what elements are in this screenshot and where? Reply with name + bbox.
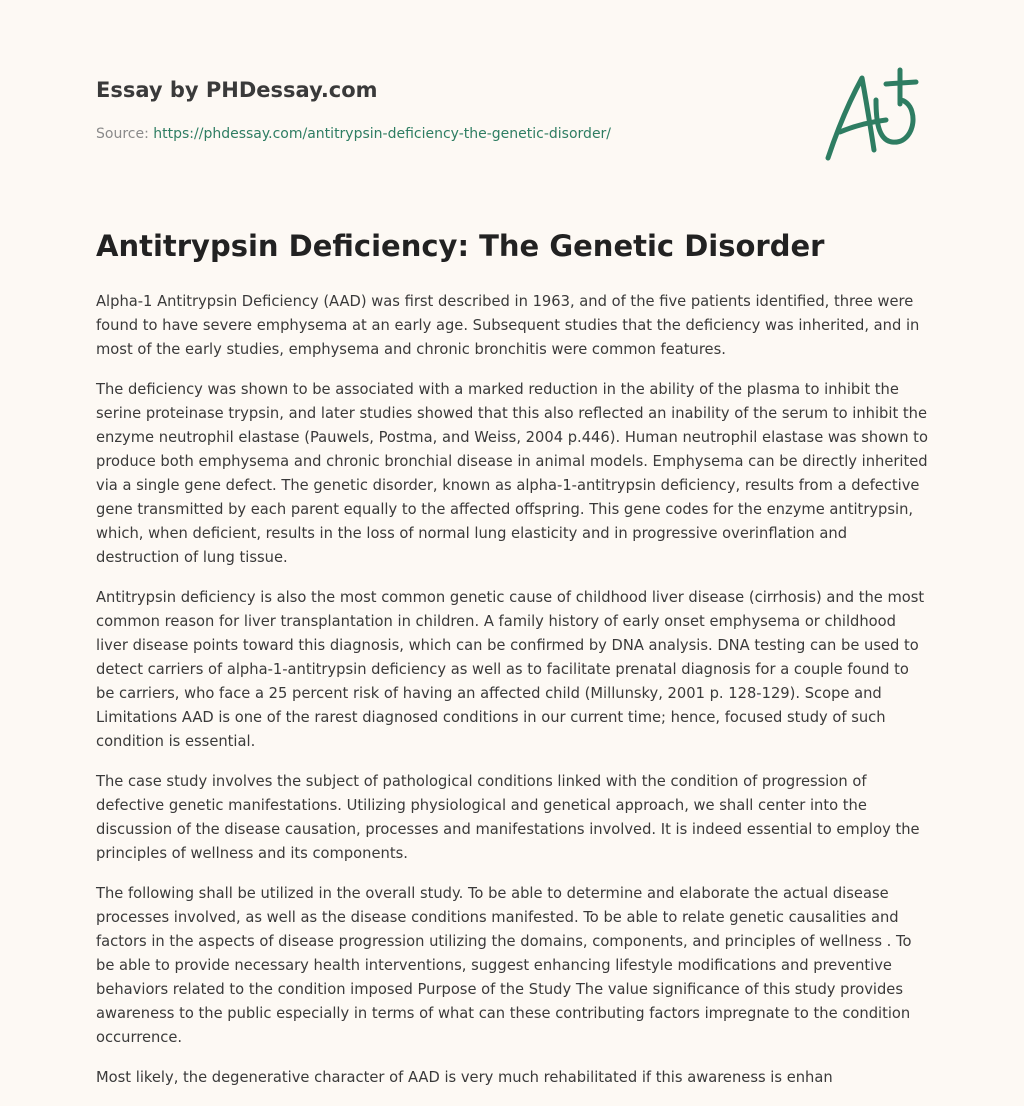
essay-header — [96, 76, 796, 144]
essay-paragraph: Alpha-1 Antitrypsin Deficiency (AAD) was first described in 1963, and of the five patients identified, three were found to have severe emphysema at an early age. Subsequent studies that the deficiency was inherited, and in most of the early studies, emphysema and chronic bronchitis were common features. — [96, 293, 920, 358]
essay-content — [96, 226, 930, 1106]
site-brand: Essay by PHDessay.com — [96, 78, 378, 102]
essay-paragraph: The deficiency was shown to be associated with a marked reduction in the ability of the plasma to inhibit the serine proteinase trypsin, and later studies showed that this also reflected an inability of the serum to inhibit the enzyme neutrophil elastase (Pauwels, Postma, and Weiss, 2004 p.446). Human neutrophil elastase was shown to produce both emphysema and chronic bronchial disease in animal models. Emphysema can be directly inherited via a single gene defect. The genetic disorder, known as alpha-1-antitrypsin deficiency, results from a defective gene transmitted by each parent equally to the affected offspring. This gene codes for the enzyme antitrypsin, which, when deficient, results in the loss of normal lung elasticity and in progressive overinflation and destruction of lung tissue. — [96, 381, 928, 566]
source-line — [96, 124, 796, 144]
essay-paragraph: The following shall be utilized in the overall study. To be able to determine and elaborate the actual disease processes involved, as well as the disease conditions manifested. To be able to relate genetic causalities and factors in the aspects of disease progression utilizing the domains, components, and principles of wellness . To be able to provide necessary health interventions, suggest enhancing lifestyle modifications and preventive behaviors related to the condition imposed Purpose of the Study The value significance of this study provides awareness to the public especially in terms of what can these contributing factors impregnate to the condition occurrence. — [96, 885, 912, 1046]
essay-paragraph: Antitrypsin deficiency is also the most common genetic cause of childhood liver disease (cirrhosis) and the most common reason for liver transplantation in children. A family history of early onset emphysema or childhood liver disease points toward this diagnosis, which can be confirmed by DNA analysis. DNA testing can be used to detect carriers of alpha-1-antitrypsin deficiency as well as to facilitate prenatal diagnosis for a couple found to be carriers, who face a 25 percent risk of having an affected child (Millunsky, 2001 p. 128-129). Scope and Limitations AAD is one of the rarest diagnosed conditions in our current time; hence, focused study of such condition is essential. — [96, 589, 925, 750]
a-plus-grade-icon — [820, 66, 930, 166]
essay-title: Antitrypsin Deficiency: The Genetic Disorder — [96, 229, 825, 263]
source-link[interactable]: https://phdessay.com/antitrypsin-deficiency-the-genetic-disorder/ — [153, 126, 612, 142]
source-label: Source: — [96, 126, 149, 142]
essay-paragraph: Most likely, the degenerative character of AAD is very much rehabilitated if this awareness is enhan — [96, 1069, 833, 1086]
essay-paragraph: The case study involves the subject of pathological conditions linked with the condition of progression of defective genetic manifestations. Utilizing physiological and genetical approach, we shall center into the discussion of the disease causation, processes and manifestations involved. It is indeed essential to employ the principles of wellness and its components. — [96, 773, 920, 862]
